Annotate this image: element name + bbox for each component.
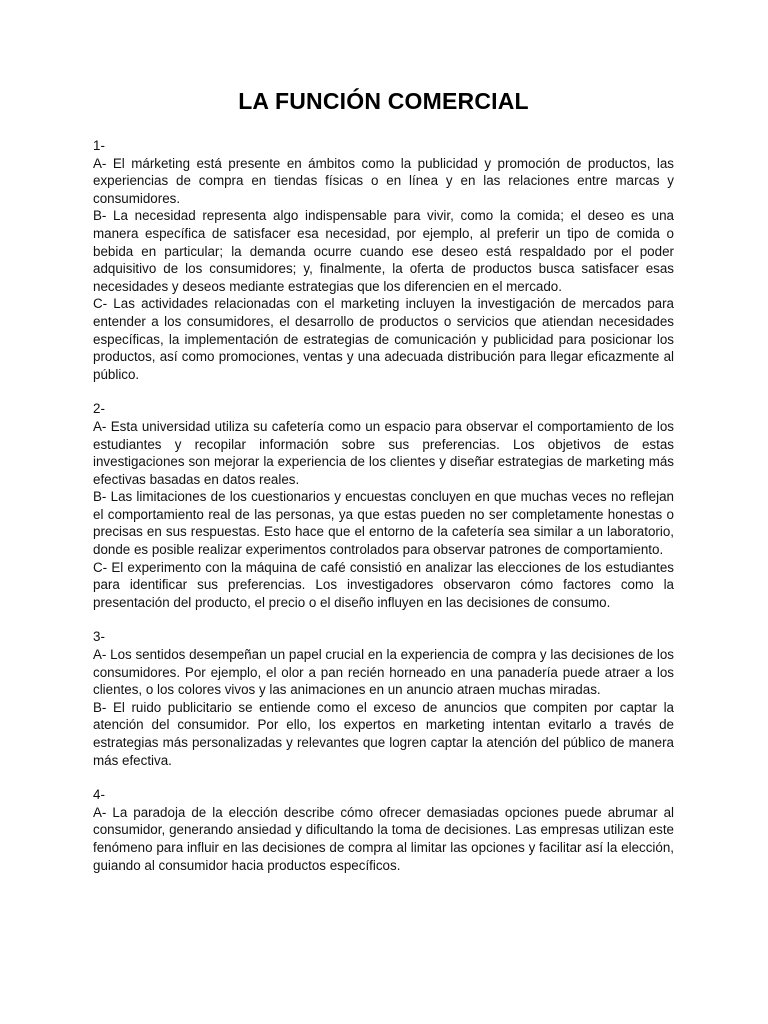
paragraph-2c: C- El experimento con la máquina de café consistió en analizar las elecciones de los estudiantes para identificar sus preferencias. Los investigadores observaron cómo factores como la presentación del producto, el precio o el diseño influyen en las decisiones de consumo. [93, 559, 674, 610]
section-number: 2- [93, 401, 105, 417]
document-title: LA FUNCIÓN COMERCIAL [238, 88, 529, 114]
paragraph-1c: C- Las actividades relacionadas con el marketing incluyen la investigación de mercados para entender a los consumidores, el desarrollo de productos o servicios que atiendan necesidades específicas, la implementación de estrategias de comunicación y publicidad para posicionar los productos, así como promociones, ventas y una adecuada distribución para llegar eficazmente al público. [93, 296, 674, 382]
paragraph-2b: B- Las limitaciones de los cuestionarios y encuestas concluyen en que muchas veces no reflejan el comportamiento real de las personas, ya que estas pueden no ser completamente honestas o precisas en sus respuestas. Esto hace que el entorno de la cafetería sea similar a un laboratorio, donde es posible realizar experimentos controlados para observar patrones de comportamiento. [93, 489, 674, 558]
paragraph-2a: A- Esta universidad utiliza su cafetería como un espacio para observar el comportamiento de los estudiantes y recopilar información sobre sus preferencias. Los objetivos de estas investigaciones son mejorar la experiencia de los clientes y diseñar estrategias de marketing más efectivas basadas en datos reales. [93, 418, 674, 487]
paragraph-4a: A- La paradoja de la elección describe cómo ofrecer demasiadas opciones puede abrumar al consumidor, generando ansiedad y dificultando la toma de decisiones. Las empresas utilizan este fenómeno para influir en las decisiones de compra al limitar las opciones y facilitar así la elección, guiando al consumidor hacia productos específicos. [93, 804, 674, 873]
section-3 [93, 628, 674, 769]
section-number: 4- [93, 787, 105, 803]
section-number: 1- [93, 138, 105, 153]
paragraph-1a: A- El márketing está presente en ámbitos como la publicidad y promoción de productos, las experiencias de compra en tiendas físicas o en línea y en las relaciones entre marcas y consumidores. [93, 155, 674, 206]
section-2 [93, 400, 674, 611]
section-4 [93, 786, 674, 874]
paragraph-3b: B- El ruido publicitario se entiende como el exceso de anuncios que compiten por captar la atención del consumidor. Por ello, los expertos en marketing intentan evitarlo a través de estrategias más personalizadas y relevantes que logren captar la atención del público de manera más efectiva. [93, 699, 674, 768]
paragraph-3a: A- Los sentidos desempeñan un papel crucial en la experiencia de compra y las decisiones de los consumidores. Por ejemplo, el olor a pan recién horneado en una panadería puede atraer a los clientes, o los colores vivos y las animaciones en un anuncio atraen muchas miradas. [93, 647, 674, 698]
section-1 [93, 137, 674, 383]
paragraph-1b: B- La necesidad representa algo indispensable para vivir, como la comida; el deseo es una manera específica de satisfacer esa necesidad, por ejemplo, al preferir un tipo de comida o bebida en particular; la demanda ocurre cuando ese deseo está respaldado por el poder adquisitivo de los consumidores; y, finalmente, la oferta de productos busca satisfacer esas necesidades y deseos mediante estrategias que los diferencien en el mercado. [93, 208, 674, 294]
section-number: 3- [93, 629, 105, 645]
